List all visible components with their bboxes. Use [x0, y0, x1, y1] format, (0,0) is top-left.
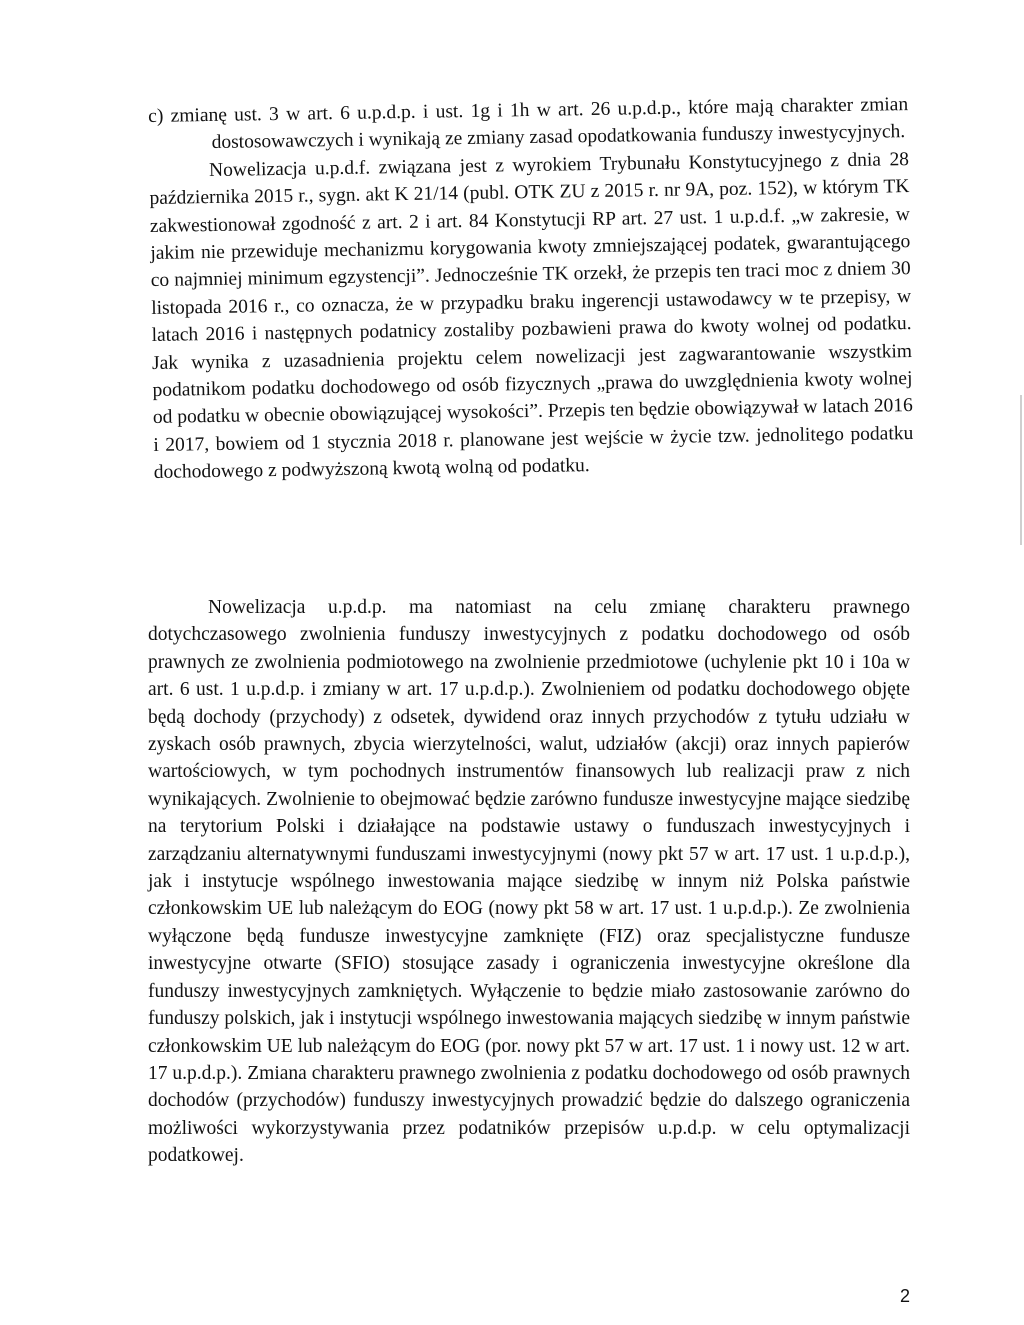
- paragraph-cit-amendment: Nowelizacja u.p.d.p. ma natomiast na celu zmianę charakteru prawnego dotychczasowego zwolnienia funduszy inwestycyjnych z podatku dochodowego od osób prawnych ze zwolnienia podmiotowego na zwolnienie przedmiotowe (uchylenie pkt 10 i 10a w art. 6 ust. 1 u.p.d.p. i zmiany w art. 17 u.p.d.p.). Zwolnieniem od podatku dochodowego objęte będą dochody (przychody) z odsetek, dywidend oraz innych przychodów z tytułu udziału w zyskach osób prawnych, zbycia wierzytelności, walut, udziałów (akcji) oraz innych papierów wartościowych, w tym pochodnych instrumentów finansowych lub realizacji praw z nich wynikających. Zwolnienie to obejmować będzie zarówno fundusze inwestycyjne mające siedzibę na terytorium Polski i działające na podstawie ustawy o funduszach inwestycyjnych i zarządzaniu alternatywnymi funduszami inwestycyjnymi (nowy pkt 57 w art. 17 ust. 1 u.p.d.p.), jak i instytucje wspólnego inwestowania mające siedzibę w innym niż Polska państwie członkowskim UE lub należącym do EOG (nowy pkt 58 w art. 17 ust. 1 u.p.d.p.). Ze zwolnienia wyłączone będą fundusze inwestycyjne zamknięte (FIZ) oraz specjalistyczne fundusze inwestycyjne otwarte (SFIO) stosujące zasady i ograniczenia inwestycyjne określone dla funduszy inwestycyjnych zamkniętych. Wyłączenie to będzie miało zastosowanie zarówno do funduszy polskich, jak i instytucji wspólnego inwestowania mających siedzibę w innym państwie członkowskim UE lub należącym do EOG (por. nowy pkt 57 w art. 17 ust. 1 i nowy ust. 12 w art. 17 u.p.d.p.). Zmiana charakteru prawnego zwolnienia z podatku dochodowego od osób prawnych dochodów (przychodów) funduszy inwestycyjnych prowadzić będzie do dalszego ograniczenia możliwości wykorzystywania przez podatników przepisów u.p.d.p. w celu optymalizacji podatkowej.: [148, 597, 910, 1167]
- list-item-c: c) zmianę ust. 3 w art. 6 u.p.d.p. i ust. 1g i 1h w art. 26 u.p.d.p., które mają charakter zmian dostosowawczych i wynikają ze zmiany zasad opodatkowania funduszy inwestycyjnych.: [148, 94, 909, 154]
- paragraph-pdof-amendment: Nowelizacja u.p.d.f. związana jest z wyrokiem Trybunału Konstytucyjnego z dnia 28 października 2015 r., sygn. akt K 21/14 (publ. OTK ZU z 2015 r. nr 9A, poz. 152), w którym TK zakwestionował zgodność z art. 2 i art. 84 Konstytucji RP art. 27 ust. 1 u.p.d.f. „w zakresie, w jakim nie przewiduje mechanizmu korygowania kwoty zmniejszającej podatek, gwarantującego co najmniej minimum egzystencji”. Jednocześnie TK orzekł, że przepis ten traci moc z dniem 30 listopada 2016 r., co oznacza, że w przypadku braku ingerencji ustawodawcy w te przepisy, w latach 2016 i następnych podatnicy zostaliby pozbawieni prawa do kwoty wolnej od podatku. Jak wynika z uzasadnienia projektu celem nowelizacji jest zagwarantowanie wszystkim podatnikom podatku dochodowego od osób fizycznych „prawa do uwzględnienia kwoty wolnej od podatku w obecnie obowiązującej wysokości”. Przepis ten będzie obowiązywał w latach 2016 i 2017, bowiem od 1 stycznia 2018 r. planowane jest wejście w życie tzw. jednolitego podatku dochodowego z podwyższoną kwotą wolną od podatku.: [149, 148, 914, 484]
- scan-edge-mark: [1020, 395, 1022, 545]
- lower-text-block: [148, 594, 910, 1170]
- upper-text-block: [148, 91, 914, 487]
- page-number: 2: [899, 1286, 910, 1306]
